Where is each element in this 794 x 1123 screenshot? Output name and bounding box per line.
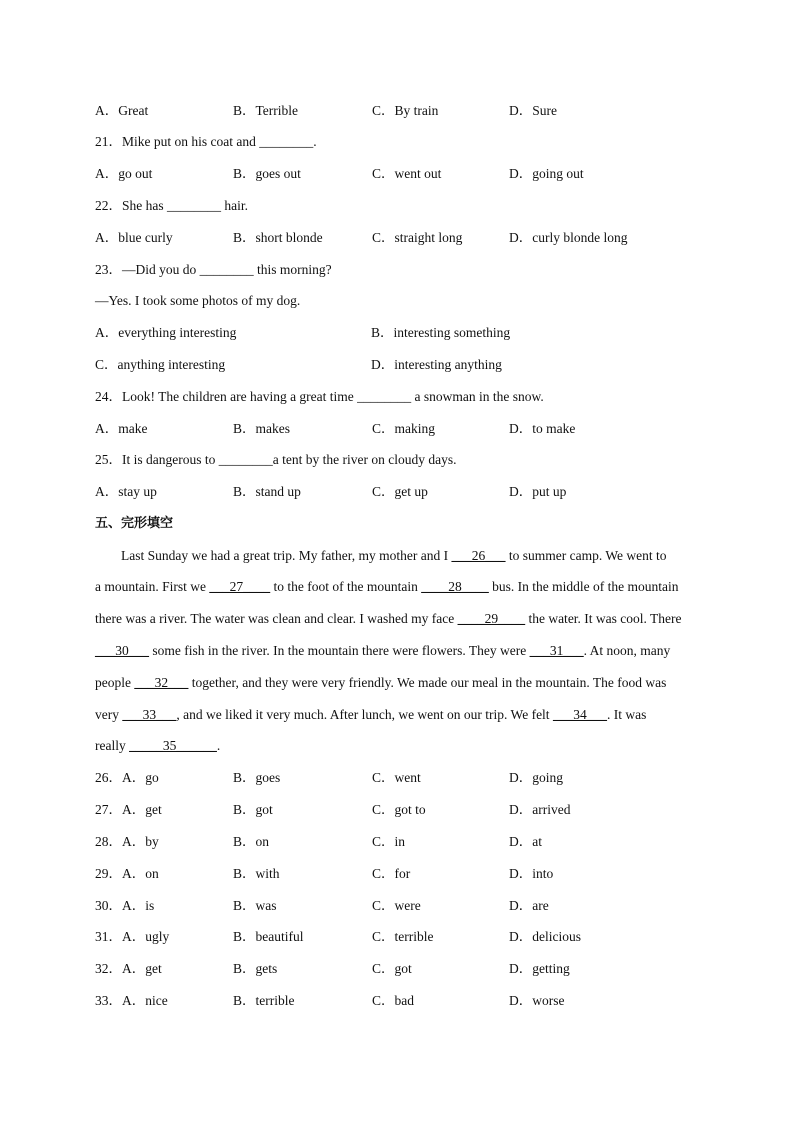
option-a: A．go out — [95, 166, 153, 181]
blank-26: ___26___ — [451, 548, 506, 563]
question-25-stem — [95, 451, 456, 469]
option-b: B．goes out — [233, 166, 301, 181]
passage-text: together, and they were very friendly. We made our meal in the mountain. The food was — [188, 675, 667, 690]
option-a: 31．A．ugly — [95, 929, 170, 944]
stem-text: a snowman in the snow. — [411, 389, 544, 404]
option-c: C．for — [372, 866, 411, 881]
option-b: B．short blonde — [233, 230, 323, 245]
passage-text: to summer camp. We went to — [505, 548, 667, 563]
stem-text: 24．Look! The children are having a great time — [95, 389, 358, 404]
blank-35: _____35______ — [129, 738, 217, 753]
option-b: B．was — [233, 898, 277, 913]
option-d: D．at — [509, 834, 542, 849]
option-d: D．going out — [509, 166, 584, 181]
passage-line — [121, 547, 721, 565]
passage-text: there was a river. The water was clean and clear. I washed my face — [95, 611, 458, 626]
passage-text: the water. It was cool. There — [525, 611, 682, 626]
option-a: A．Great — [95, 103, 149, 118]
stem-text: a tent by the river on cloudy days. — [272, 452, 457, 467]
passage-text: . — [216, 738, 221, 753]
blank-33: ___33___ — [122, 707, 177, 722]
stem-text: 22．She has — [95, 198, 167, 213]
option-c: C．went out — [372, 166, 442, 181]
answer-blank: ________ — [259, 134, 314, 149]
passage-text: bus. In the middle of the mountain — [488, 579, 679, 594]
option-a: 30．A．is — [95, 898, 155, 913]
option-c: C．got — [372, 961, 412, 976]
passage-line — [95, 610, 695, 628]
question-21-stem — [95, 133, 317, 151]
option-a: A．everything interesting — [95, 325, 237, 340]
option-d: D．getting — [509, 961, 570, 976]
option-d: D．put up — [509, 484, 567, 499]
blank-27: ___27____ — [209, 579, 271, 594]
option-a: A．blue curly — [95, 230, 173, 245]
answer-blank: ________ — [357, 389, 412, 404]
option-a: 29．A．on — [95, 866, 159, 881]
option-a: A．make — [95, 421, 148, 436]
option-d: D．worse — [509, 993, 565, 1008]
blank-28: ____28____ — [421, 579, 489, 594]
blank-34: ___34___ — [552, 707, 607, 722]
option-a: 33．A．nice — [95, 993, 168, 1008]
option-c: C．got to — [372, 802, 426, 817]
stem-text: hair. — [221, 198, 248, 213]
option-d: D．delicious — [509, 929, 581, 944]
option-d: D．into — [509, 866, 554, 881]
passage-line — [95, 578, 695, 596]
option-c: C．went — [372, 770, 421, 785]
passage-text: really — [95, 738, 130, 753]
passage-line — [95, 706, 695, 724]
passage-text: people — [95, 675, 135, 690]
blank-29: ____29____ — [457, 611, 526, 626]
section-heading: 五、完形填空 — [95, 516, 174, 531]
question-23-reply: —Yes. I took some photos of my dog. — [95, 293, 301, 308]
option-d: D．arrived — [509, 802, 571, 817]
stem-text: 21．Mike put on his coat and — [95, 134, 260, 149]
option-b: B．Terrible — [233, 103, 299, 118]
option-b: B．gets — [233, 961, 278, 976]
option-b: B．makes — [233, 421, 290, 436]
option-c: C．were — [372, 898, 421, 913]
option-a: 32．A．get — [95, 961, 162, 976]
option-c: C．get up — [372, 484, 428, 499]
stem-text: 25．It is dangerous to — [95, 452, 219, 467]
answer-blank: ________ — [167, 198, 221, 213]
blank-30: ___30___ — [95, 643, 149, 658]
option-a: A．stay up — [95, 484, 157, 499]
option-b: B．goes — [233, 770, 281, 785]
answer-blank: ________ — [199, 262, 254, 277]
option-b: B．terrible — [233, 993, 295, 1008]
option-b: B．stand up — [233, 484, 301, 499]
passage-text: Last Sunday we had a great trip. My father, my mother and I — [121, 548, 452, 563]
option-d: D．going — [509, 770, 563, 785]
passage-line — [95, 737, 695, 755]
option-d: D．interesting anything — [371, 357, 502, 372]
option-c: C．making — [372, 421, 435, 436]
option-c: C．bad — [372, 993, 414, 1008]
option-b: B．with — [233, 866, 280, 881]
option-d: D．curly blonde long — [509, 230, 628, 245]
passage-line — [95, 642, 695, 660]
option-a: 27．A．get — [95, 802, 162, 817]
option-d: D．Sure — [509, 103, 557, 118]
passage-text: . It was — [606, 707, 647, 722]
question-22-stem — [95, 197, 248, 215]
option-d: D．to make — [509, 421, 576, 436]
option-b: B．beautiful — [233, 929, 304, 944]
passage-text: some fish in the river. In the mountain there were flowers. They were — [149, 643, 530, 658]
question-24-stem — [95, 388, 544, 406]
passage-text: to the foot of the mountain — [270, 579, 422, 594]
option-a: 26．A．go — [95, 770, 159, 785]
stem-text: 23．—Did you do — [95, 262, 200, 277]
passage-text: very — [95, 707, 123, 722]
answer-blank: ________ — [218, 452, 273, 467]
passage-line — [95, 674, 695, 692]
stem-text: this morning? — [253, 262, 332, 277]
option-c: C．in — [372, 834, 406, 849]
passage-text: , and we liked it very much. After lunch, we went on our trip. We felt — [176, 707, 553, 722]
option-c: C．terrible — [372, 929, 434, 944]
stem-text: . — [313, 134, 317, 149]
option-b: B．got — [233, 802, 273, 817]
passage-text: a mountain. First we — [95, 579, 210, 594]
option-a: 28．A．by — [95, 834, 159, 849]
option-b: B．on — [233, 834, 270, 849]
blank-31: ___31___ — [529, 643, 584, 658]
option-c: C．straight long — [372, 230, 463, 245]
option-c: C．anything interesting — [95, 357, 226, 372]
option-b: B．interesting something — [371, 325, 511, 340]
blank-32: ___32___ — [134, 675, 189, 690]
option-d: D．are — [509, 898, 549, 913]
option-c: C．By train — [372, 103, 439, 118]
question-23-stem — [95, 261, 332, 279]
passage-text: . At noon, many — [583, 643, 671, 658]
